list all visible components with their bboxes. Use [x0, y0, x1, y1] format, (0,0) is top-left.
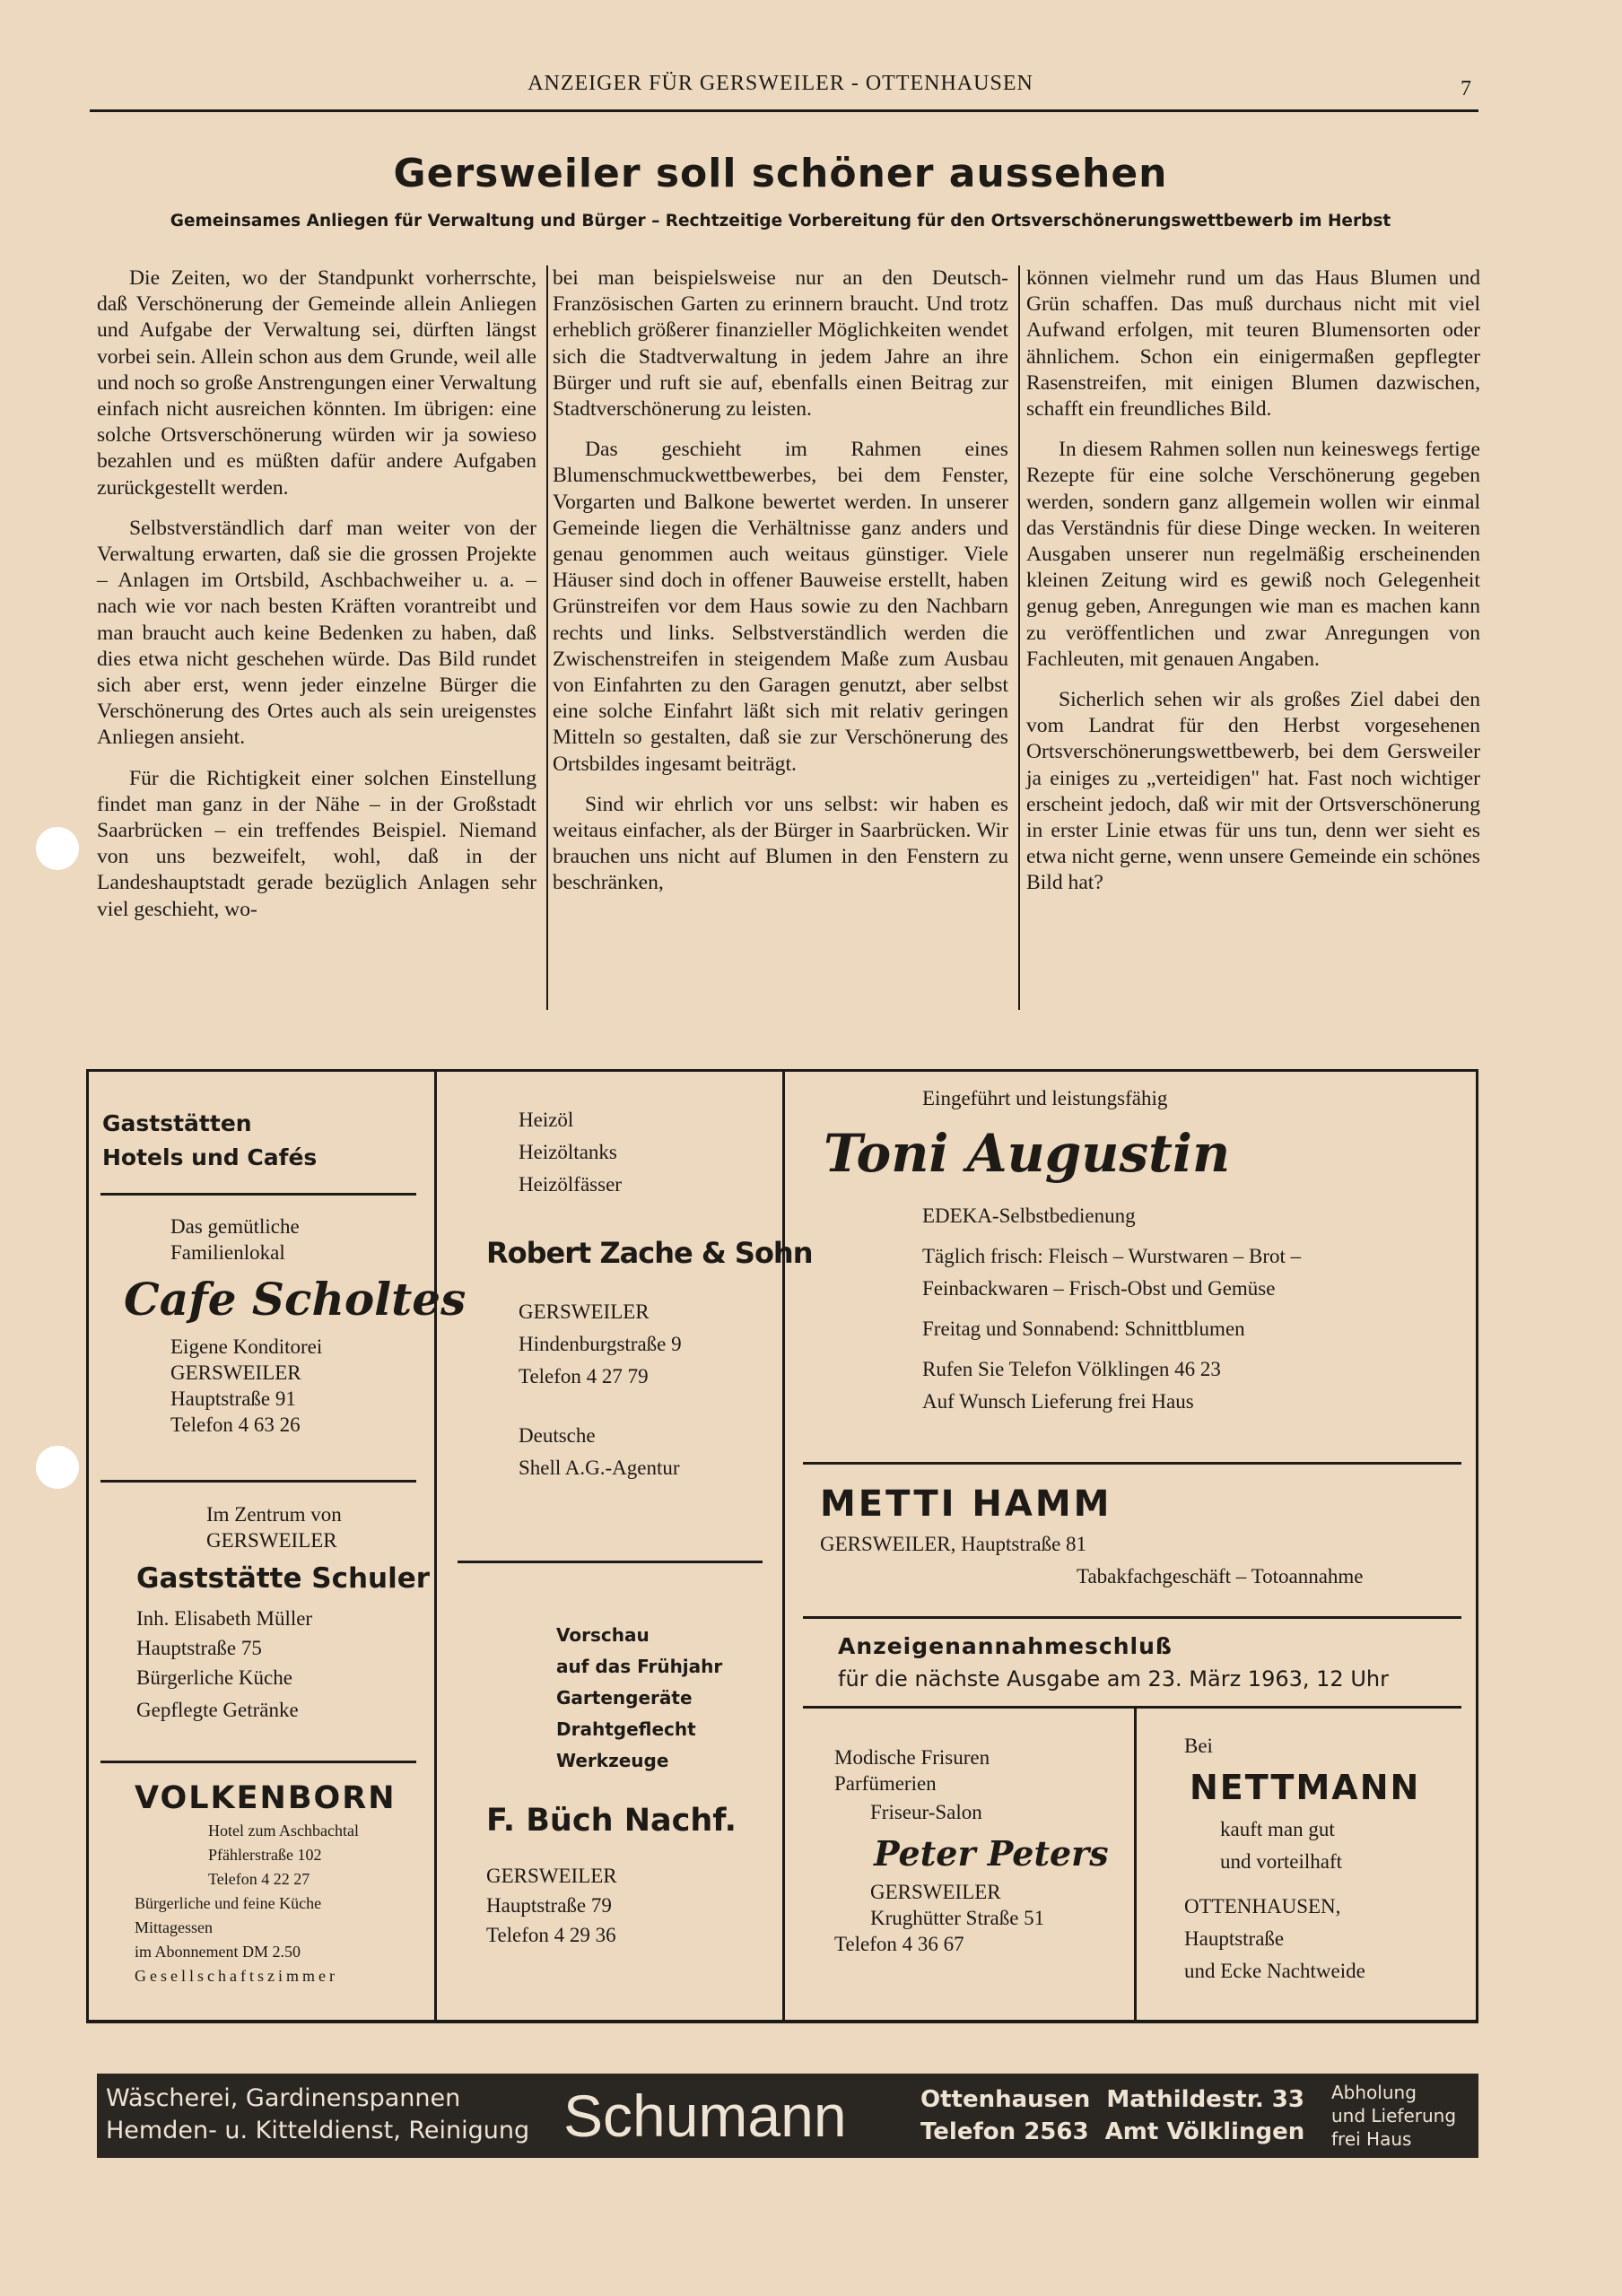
ad-text: Rufen Sie Telefon Völklingen 46 23	[922, 1358, 1221, 1380]
ad-text: Hotel zum Aschbachtal	[208, 1822, 359, 1839]
ad-text: Heizöltanks	[519, 1141, 617, 1163]
ad-heading: Anzeigenannahmeschluß	[838, 1633, 1173, 1659]
article-paragraph: Selbstverständlich darf man weiter von der Verwaltung erwarten, daß sie die grossen Projekte – Anlagen im Ortsbild, Aschbachweiher u. a. – nach wie vor nach besten Kräften vorantreibt und man braucht auch keine Bedenken zu haben, daß dies etwa nicht geschehen würde. Das Bild rundet sich aber erst, wenn jeder einzelne Bürger die Verschönerung des Ortes auch als sein ureigenstes Anliegen ansieht.	[97, 516, 536, 750]
ad-category-subtitle: Hotels und Cafés	[102, 1144, 318, 1170]
ad-business-name: Robert Zache & Sohn	[486, 1236, 813, 1270]
ad-text: OTTENHAUSEN,	[1184, 1895, 1341, 1918]
ad-text: Telefon 4 63 26	[170, 1413, 301, 1436]
ad-text: Deutsche	[519, 1424, 596, 1447]
article-column-2	[553, 265, 1008, 911]
ad-text: GERSWEILER	[870, 1881, 1001, 1903]
ad-rule	[100, 1480, 416, 1483]
ad-text: Drahtgeflecht	[556, 1718, 696, 1740]
punch-hole	[36, 1446, 79, 1489]
ad-text: Freitag und Sonnabend: Schnittblumen	[922, 1318, 1245, 1340]
banner-text: Hemden- u. Kitteldienst, Reinigung	[106, 2117, 530, 2144]
ad-business-name: VOLKENBORN	[135, 1780, 397, 1816]
ad-text: Hindenburgstraße 9	[519, 1333, 682, 1355]
ad-text: kauft man gut	[1220, 1818, 1335, 1840]
banner-text: Ottenhausen Mathildestr. 33	[920, 2086, 1304, 2113]
banner-text: frei Haus	[1331, 2128, 1412, 2150]
ad-cafe-scholtes	[124, 1213, 467, 1438]
article-paragraph: Sicherlich sehen wir als großes Ziel dabei den vom Landrat für den Herbst vorgesehenen Ortsverschönerungswettbewerb, bei dem Gersweiler ja einiges zu „verteidigen" hat. Fast noch wichtiger erscheint jedoch, daß wir mit der Ortsverschönerung in erster Linie etwas für uns tun, denn wer sieht es etwa nicht gerne, wenn unsere Gemeinde ein schönes Bild hat?	[1026, 688, 1480, 895]
ad-business-name: Peter Peters	[874, 1833, 1109, 1874]
article-paragraph: Die Zeiten, wo der Standpunkt vorherrschte, daß Verschönerung der Gemeinde allein Anliegen und Aufgabe der Verwaltung sei, dürften längst vorbei sein. Allein schon aus dem Grunde, weil alle und noch so große Anstrengungen einer Verwaltung einfach nicht ausreichen könnten. Im übrigen: eine solche Ortsverschönerung würden wir ja sowieso bezahlen und es müßten dafür andere Aufgaben zurückgestellt werden.	[97, 266, 536, 500]
article-paragraph: Sind wir ehrlich vor uns selbst: wir haben es weitaus einfacher, als der Bürger in Saarbrücken. Wir brauchen uns nicht auf Blumen in den Fenstern zu beschränken,	[553, 792, 1008, 895]
header-rule	[90, 109, 1478, 112]
article-paragraph: In diesem Rahmen sollen nun keineswegs fertige Rezepte für eine solche Verschönerung gegeben werden, sondern ganz allgemein wollen wir einmal das Verständnis für diese Dinge wecken. In weiteren Ausgaben unserer nun regelmäßig erscheinenden kleinen Zeitung wird es gewiß noch Gelegenheit genug geben, Anregungen wie man es machen kann zu veröffentlichen und zwar Anregungen von Fachleuten, mit genauen Angaben.	[1026, 438, 1480, 671]
ad-text: Shell A.G.-Agentur	[519, 1457, 680, 1479]
ad-text: EDEKA-Selbstbedienung	[922, 1205, 1136, 1227]
ad-text: GERSWEILER	[486, 1865, 617, 1887]
ad-metti-hamm	[820, 1478, 1364, 1595]
ad-text: Familienlokal	[170, 1241, 285, 1264]
ad-text: Auf Wunsch Lieferung frei Haus	[922, 1390, 1194, 1413]
ad-robert-zache	[486, 1104, 813, 1484]
ad-text: Hauptstraße 79	[486, 1894, 612, 1917]
article-column-3	[1026, 265, 1480, 911]
ad-annahmeschluss	[838, 1631, 1389, 1695]
ad-text: Bei	[1184, 1735, 1213, 1757]
ad-text: Hauptstraße 91	[170, 1387, 296, 1410]
article-paragraph: Das geschieht im Rahmen eines Blumenschmuckwettbewerbes, bei dem Fenster, Vorgarten und Balkone bewertet werden. In unserer Gemeinde liegen die Verhältnisse ganz anders und genau genommen auch weitaus günstiger. Viele Häuser sind doch in offener Bauweise erstellt, haben Grünstreifen vor dem Haus sowie zu den Nachbarn rechts und links. Selbstverständlich werden die Zwischenstreifen in steigendem Maße zum Ausbau von Einfahrten zu den Garagen genutzt, aber selbst eine solche Einfahrt läßt sich mit relativ geringen Mitteln so gestalten, daß sie zur Verschönerung des Ortsbildes ingesamt beiträgt.	[553, 438, 1008, 776]
ad-text: Telefon 4 22 27	[208, 1870, 310, 1888]
ad-text: Bürgerliche und feine Küche	[135, 1894, 322, 1912]
ad-text: Telefon 4 36 67	[834, 1933, 964, 1955]
ad-rule	[100, 1193, 416, 1196]
ad-business-name: Gaststätte Schuler	[136, 1562, 431, 1595]
ad-business-name: METTI HAMM	[820, 1483, 1112, 1525]
ad-text: Hauptstraße 75	[136, 1637, 262, 1659]
ad-text: Friseur-Salon	[870, 1801, 982, 1823]
ad-text: Inh. Elisabeth Müller	[136, 1607, 313, 1630]
ad-rule	[100, 1761, 416, 1763]
ad-peter-peters	[834, 1744, 1109, 1957]
column-divider	[1018, 265, 1020, 1010]
ad-business-name: Toni Augustin	[824, 1123, 1231, 1184]
ad-text: Vorschau	[556, 1624, 650, 1646]
ad-text: Eigene Konditorei	[170, 1335, 323, 1358]
ad-toni-augustin	[824, 1083, 1302, 1418]
ad-text: GERSWEILER, Hauptstraße 81	[820, 1533, 1087, 1555]
ad-text: Werkzeuge	[556, 1750, 669, 1771]
article-paragraph: Für die Richtigkeit einer solchen Einstellung findet man ganz in der Nähe – in der Großstadt Saarbrücken – ein treffendes Beispiel. Niemand von uns bezweifelt, wohl, daß in der Landeshauptstadt gerade bezüglich Anlagen sehr viel geschieht, wo-	[97, 766, 536, 921]
ad-text: Telefon 4 27 79	[519, 1365, 649, 1387]
ad-text: GERSWEILER	[519, 1300, 650, 1323]
ad-rule	[803, 1616, 1461, 1619]
banner-text: Telefon 2563 Amt Völklingen	[920, 2118, 1305, 2145]
ad-text: Heizölfässer	[519, 1173, 622, 1196]
banner-text: und Lieferung	[1331, 2105, 1457, 2126]
ad-rule	[803, 1462, 1461, 1465]
banner-text: Wäscherei, Gardinenspannen	[106, 2084, 461, 2112]
banner-business-name: Schumann	[563, 2083, 847, 2149]
ad-category-title: Gaststätten	[102, 1110, 252, 1136]
ad-text: Im Zentrum von	[206, 1503, 342, 1526]
ad-text: Gepflegte Getränke	[136, 1699, 299, 1721]
ad-text: im Abonnement DM 2.50	[135, 1943, 301, 1961]
article-paragraph: bei man beispielsweise nur an den Deutsch-Französischen Garten zu erinnern braucht. Und trotz erheblich größerer finanzieller Möglichkeiten wendet sich die Stadtverwaltung in jedem Jahre an ihre Bürger und ruft sie auf, ebenfalls einen Beitrag zur Stadtverschönerung zu leisten.	[553, 266, 1008, 422]
ad-text: Gartengeräte	[556, 1687, 693, 1709]
running-header: ANZEIGER FÜR GERSWEILER - OTTENHAUSEN	[528, 72, 1033, 95]
ad-text: Telefon 4 29 36	[486, 1924, 616, 1946]
article-paragraph: können vielmehr rund um das Haus Blumen und Grün schaffen. Das muß durchaus nicht mit viel Aufwand erfolgen, mit teuren Blumensorten oder ähnlichem. Schon ein einigermaßen gepflegter Rasenstreifen, mit einigen Blumen dazwischen, schafft ein freundliches Bild.	[1026, 266, 1480, 422]
ad-text: GERSWEILER	[170, 1361, 301, 1384]
ad-business-name: F. Büch Nachf.	[486, 1803, 737, 1839]
ad-text: für die nächste Ausgabe am 23. März 1963, 12 Uhr	[838, 1666, 1389, 1692]
ad-nettmann	[1184, 1731, 1420, 1987]
schumann-banner	[97, 2074, 1478, 2158]
ad-text: Modische Frisuren	[834, 1746, 990, 1769]
ad-text: Das gemütliche	[170, 1215, 300, 1238]
ad-text: Heizöl	[519, 1109, 574, 1131]
ad-text: GERSWEILER	[206, 1529, 337, 1552]
ad-business-name: NETTMANN	[1190, 1768, 1421, 1807]
ads-divider	[1134, 1708, 1137, 2022]
ad-text: Krughütter Straße 51	[870, 1907, 1045, 1929]
ad-business-name: Cafe Scholtes	[124, 1273, 467, 1326]
ad-text: Pfählerstraße 102	[208, 1846, 322, 1864]
punch-hole	[36, 827, 79, 870]
ad-text: Parfümerien	[834, 1772, 937, 1795]
ad-volkenborn	[135, 1778, 397, 1988]
column-divider	[546, 265, 548, 1010]
article-subhead: Gemeinsames Anliegen für Verwaltung und Bürger – Rechtzeitige Vorbereitung für den Ortsverschönerungswettbewerb im Herbst	[170, 212, 1391, 230]
page-number: 7	[1461, 77, 1471, 100]
article-headline: Gersweiler soll schöner aussehen	[393, 151, 1168, 196]
article-column-1	[97, 265, 536, 937]
banner-text: Abholung	[1331, 2082, 1417, 2103]
ad-gaststaetten	[102, 1107, 317, 1175]
ad-rule	[803, 1706, 1461, 1709]
ad-text: und vorteilhaft	[1220, 1850, 1343, 1873]
ad-text: Mittagessen	[135, 1918, 213, 1936]
ad-text: Eingeführt und leistungsfähig	[922, 1087, 1168, 1109]
ad-buech	[486, 1620, 737, 1950]
ad-text: auf das Frühjahr	[556, 1656, 723, 1677]
ad-rule	[458, 1561, 763, 1563]
ad-text: Gesellschaftszimmer	[135, 1967, 338, 1985]
ad-text: Täglich frisch: Fleisch – Wurstwaren – Brot –	[922, 1245, 1302, 1267]
ad-text: und Ecke Nachtweide	[1184, 1960, 1365, 1982]
ad-text: Hauptstraße	[1184, 1927, 1285, 1950]
ad-text: Bürgerliche Küche	[136, 1666, 292, 1689]
ad-gaststaette-schuler	[136, 1501, 430, 1728]
ad-text: Feinbackwaren – Frisch-Obst und Gemüse	[922, 1277, 1276, 1300]
ad-text: Tabakfachgeschäft – Totoannahme	[1077, 1565, 1364, 1587]
